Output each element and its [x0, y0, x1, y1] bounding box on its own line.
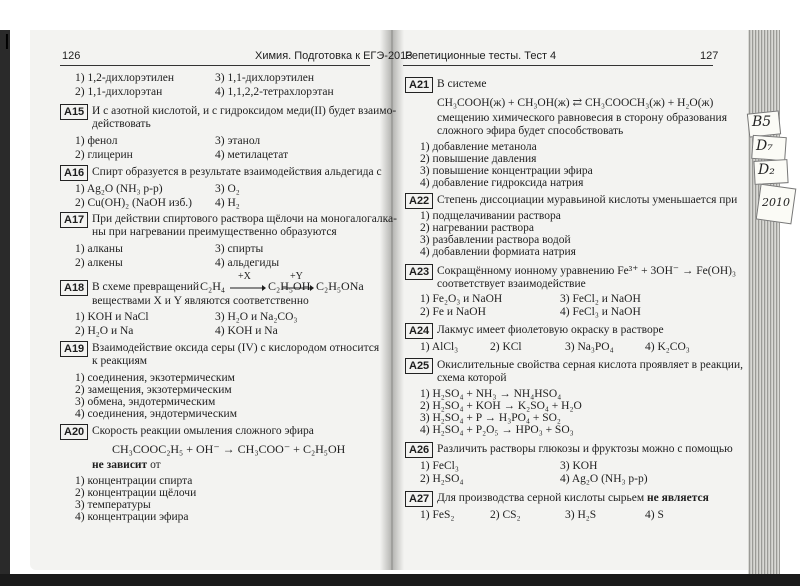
a20-text: Скорость реакции омыления сложного эфира	[92, 425, 314, 437]
a17-option-4: 4) альдегиды	[215, 257, 280, 269]
page-number-right: 127	[700, 50, 719, 62]
a17-text-cont: ны при нагревании преимущественно образуются	[92, 226, 337, 238]
a25-text: Окислительные свойства серная кислота проявляет в реакции,	[437, 359, 743, 371]
a27-option-4: 4) S	[645, 509, 664, 521]
a16-option-3: 3) O₂	[215, 183, 240, 195]
a18-option-4: 4) KOH и Na	[215, 325, 278, 337]
a25-option-4: 4) H₂SO₄ + P₂O₅ → HPO₃ + SO₃	[420, 424, 574, 436]
a21-option-2: 2) повышение давления	[420, 153, 537, 165]
a21-text: В системе	[437, 78, 487, 90]
header-rule-right	[403, 65, 713, 66]
a24-option-1: 1) AlCl₃	[420, 341, 459, 353]
a23-option-4: 4) FeCl₃ и NaOH	[560, 306, 641, 318]
a21-option-4: 4) добавление гидроксида натрия	[420, 177, 584, 189]
a16-option-1: 1) Ag₂O (NH₃ р-р)	[75, 183, 163, 195]
question-number-a16: A16	[60, 165, 88, 181]
a19-option-4: 4) соединения, эндотермическим	[75, 408, 237, 420]
a20-option-4: 4) концентрации эфира	[75, 511, 189, 523]
a26-option-3: 3) KOH	[560, 460, 598, 472]
sticky-note-4-text: 2010	[762, 196, 790, 209]
a22-option-2: 2) нагревании раствора	[420, 222, 534, 234]
header-rule-left	[60, 65, 370, 66]
a18-option-2: 2) H₂O и Na	[75, 325, 134, 337]
a18-reagent-y: +Y	[290, 271, 303, 282]
q14-option-3: 3) 1,1-дихлорэтилен	[215, 72, 315, 84]
a16-option-4: 4) H₂	[215, 197, 240, 209]
a27-text-bold: не является	[647, 492, 709, 504]
question-number-a22: A22	[405, 193, 433, 209]
a26-option-1: 1) FeCl₃	[420, 460, 459, 472]
running-header-right: Репетиционные тесты. Тест 4	[405, 50, 557, 62]
a18-reagent-x: +X	[238, 271, 251, 282]
a18-arrow-1	[230, 284, 266, 292]
a20-option-2: 2) концентрации щёлочи	[75, 487, 197, 499]
question-number-a25: A25	[405, 358, 433, 374]
a27-option-1: 1) FeS₂	[420, 509, 455, 521]
a22-option-3: 3) разбавлении раствора водой	[420, 234, 571, 246]
a18-text-cont: веществами X и Y являются соответственно	[92, 295, 309, 307]
a24-option-4: 4) K₂CO₃	[645, 341, 690, 353]
a27-option-3: 3) H₂S	[565, 509, 597, 521]
a22-option-1: 1) подщелачивании раствора	[420, 210, 561, 222]
a20-condition	[92, 458, 161, 472]
a19-option-2: 2) замещения, экзотермическим	[75, 384, 232, 396]
a20-not-depends: не зависит	[92, 459, 148, 471]
running-header-left: Химия. Подготовка к ЕГЭ-2013	[255, 50, 413, 62]
a24-option-2: 2) KCl	[490, 341, 522, 353]
a20-formula: CH₃COOC₂H₅ + OH⁻ → CH₃COO⁻ + C₂H₅OH	[112, 442, 346, 456]
a23-text-cont: соответствует взаимодействие	[437, 278, 586, 290]
a20-option-3: 3) температуры	[75, 499, 151, 511]
page-number-left: 126	[62, 50, 81, 62]
a18-arrow-2	[282, 284, 314, 292]
question-number-a27: A27	[405, 491, 433, 507]
question-number-a20: A20	[60, 424, 88, 440]
a25-option-2: 2) H₂SO₄ + KOH → K₂SO₄ + H₂O	[420, 400, 582, 412]
question-number-a23: A23	[405, 264, 433, 280]
a15-option-2: 2) глицерин	[75, 149, 133, 161]
sticky-note-2-text: D₇	[756, 138, 773, 154]
a25-option-3: 3) H₂SO₄ + P → H₃PO₄ + SO₂	[420, 412, 561, 424]
sticky-note-1-text: B5	[752, 114, 772, 130]
a15-text-cont: действовать	[92, 118, 151, 130]
question-number-a19: A19	[60, 341, 88, 357]
a15-option-3: 3) этанол	[215, 135, 261, 147]
a25-option-1: 1) H₂SO₄ + NH₃ → NH₄HSO₄	[420, 388, 562, 400]
handwritten-mark: I	[4, 30, 10, 54]
a24-option-3: 3) Na₃PO₄	[565, 341, 614, 353]
a17-text: При действии спиртового раствора щёлочи на моногалогалка-	[92, 213, 397, 225]
scan-shadow-bottom	[0, 574, 800, 586]
question-number-a24: A24	[405, 323, 433, 339]
a21-option-3: 3) повышение концентрации эфира	[420, 165, 593, 177]
question-number-a26: A26	[405, 442, 433, 458]
a16-option-2: 2) Cu(OH)₂ (NaOH изб.)	[75, 197, 193, 209]
a17-option-2: 2) алкены	[75, 257, 123, 269]
a18-option-3: 3) H₂O и Na₂CO₃	[215, 311, 298, 323]
a15-option-4: 4) метилацетат	[215, 149, 289, 161]
a23-option-2: 2) Fe и NaOH	[420, 306, 486, 318]
a25-text-cont: схема которой	[437, 372, 507, 384]
a21-formula: CH₃COOH(ж) + CH₃OH(ж) ⇄ CH₃COOCH₃(ж) + H₂O(ж)	[437, 97, 714, 109]
a21-text-cont-2: сложного эфира будет способствовать	[437, 125, 624, 137]
a19-option-3: 3) обмена, эндотермическим	[75, 396, 216, 408]
a15-text: И с азотной кислотой, и с гидроксидом меди(II) будет взаимо-	[92, 105, 397, 117]
q14-option-4: 4) 1,1,2,2-тетрахлорэтан	[215, 86, 334, 98]
a26-option-2: 2) H₂SO₄	[420, 473, 464, 485]
a21-option-1: 1) добавление метанола	[420, 141, 537, 153]
a26-text: Различить растворы глюкозы и фруктозы можно с помощью	[437, 443, 733, 455]
scan-shadow-left	[0, 30, 10, 574]
a18-scheme-c2h4: C₂H₄	[200, 279, 226, 293]
a26-option-4: 4) Ag₂O (NH₃ р-р)	[560, 473, 648, 485]
a22-text: Степень диссоциации муравьиной кислоты уменьшается при	[437, 194, 738, 206]
a18-scheme-c2h5ona: C₂H₅ONa	[316, 279, 364, 293]
a23-text: Сокращённому ионному уравнению Fe³⁺ + 3OH⁻ → Fe(OH)₃	[437, 265, 736, 277]
a27-option-2: 2) CS₂	[490, 509, 521, 521]
a23-option-1: 1) Fe₂O₃ и NaOH	[420, 293, 503, 305]
a17-option-3: 3) спирты	[215, 243, 264, 255]
a20-from: от	[150, 459, 161, 471]
a15-option-1: 1) фенол	[75, 135, 118, 147]
sticky-note-3-text: D₂	[758, 162, 775, 178]
a23-option-3: 3) FeCl₂ и NaOH	[560, 293, 641, 305]
a20-option-1: 1) концентрации спирта	[75, 475, 193, 487]
a17-option-1: 1) алканы	[75, 243, 123, 255]
question-number-a17: A17	[60, 212, 88, 228]
q14-option-1: 1) 1,2-дихлорэтилен	[75, 72, 175, 84]
a19-text: Взаимодействие оксида серы (IV) с кислородом относится	[92, 342, 380, 354]
a18-option-1: 1) KOH и NaCl	[75, 311, 149, 323]
a18-text: В схеме превращений	[92, 281, 200, 293]
a19-option-1: 1) соединения, экзотермическим	[75, 372, 235, 384]
a21-text-cont: смещению химического равновесия в сторону образования	[437, 112, 727, 124]
question-number-a18: A18	[60, 280, 88, 296]
question-number-a21: A21	[405, 77, 433, 93]
q14-option-2: 2) 1,1-дихлорэтан	[75, 86, 163, 98]
a18-scheme-c2h5oh: C₂H₅OH	[268, 279, 311, 293]
a27-text	[437, 491, 709, 505]
a22-option-4: 4) добавлении формиата натрия	[420, 246, 576, 258]
question-number-a15: A15	[60, 104, 88, 120]
a24-text: Лакмус имеет фиолетовую окраску в растворе	[437, 324, 664, 336]
a16-text: Спирт образуется в результате взаимодействия альдегида с	[92, 166, 382, 178]
a27-text-main: Для производства серной кислоты сырьем	[437, 492, 645, 504]
a19-text-cont: к реакциям	[92, 355, 148, 367]
